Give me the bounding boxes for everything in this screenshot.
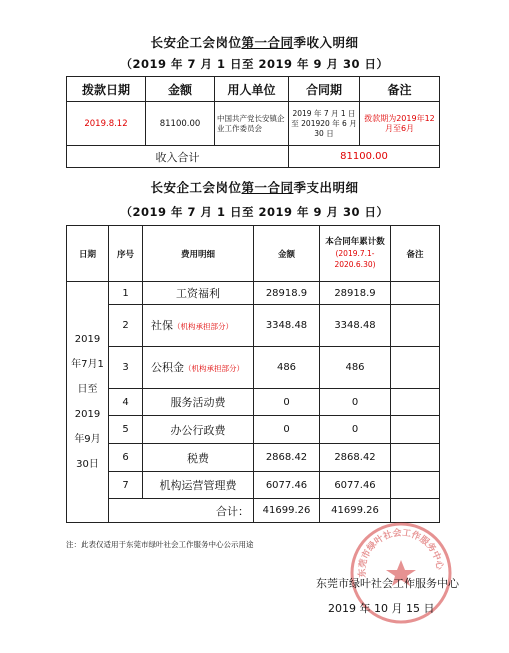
row-note bbox=[391, 472, 440, 499]
row-item-name: 办公行政费 bbox=[170, 423, 226, 437]
row-no: 3 bbox=[109, 347, 143, 389]
table-row bbox=[67, 444, 440, 472]
cumulative-range: (2019.7.1-2020.6.30) bbox=[334, 249, 376, 269]
row-item bbox=[143, 347, 254, 389]
income-table bbox=[66, 76, 440, 168]
row-cumulative: 2868.42 bbox=[320, 444, 391, 472]
expense-title: 长安企工会岗位第一合同季支出明细 bbox=[150, 180, 359, 195]
row-note bbox=[391, 444, 440, 472]
table-row bbox=[67, 347, 440, 389]
income-header-date: 拨款日期 bbox=[67, 77, 146, 102]
row-item bbox=[143, 416, 254, 444]
row-note bbox=[391, 347, 440, 389]
income-contract-period: 2019 年 7 月 1 日至 201920 年 6 月 30 日 bbox=[289, 102, 360, 146]
table-row bbox=[67, 305, 440, 347]
table-row bbox=[67, 472, 440, 499]
row-item bbox=[143, 444, 254, 472]
row-item-name: 机构运营管理费 bbox=[159, 479, 237, 492]
row-cumulative: 486 bbox=[320, 347, 391, 389]
seal-text-path: 东莞市绿叶社会工作服务中心 bbox=[357, 528, 445, 578]
row-item bbox=[143, 472, 254, 499]
income-header-amount: 金额 bbox=[146, 77, 215, 102]
row-amount: 0 bbox=[254, 389, 320, 416]
income-total-label: 收入合计 bbox=[67, 146, 289, 168]
expense-header-note: 备注 bbox=[391, 226, 440, 282]
row-cumulative: 28918.9 bbox=[320, 282, 391, 305]
row-cumulative: 6077.46 bbox=[320, 472, 391, 499]
income-period: （2019 年 7 月 1 日至 2019 年 9 月 30 日） bbox=[120, 57, 389, 71]
row-no: 2 bbox=[109, 305, 143, 347]
income-date: 2019.8.12 bbox=[67, 102, 146, 146]
income-header-period: 合同期 bbox=[289, 77, 360, 102]
row-no: 5 bbox=[109, 416, 143, 444]
table-row bbox=[67, 389, 440, 416]
cumulative-title: 本合同年累计数 bbox=[325, 237, 385, 247]
table-row bbox=[67, 416, 440, 444]
footer-note: 注：此表仅适用于东莞市绿叶社会工作服务中心公示用途 bbox=[66, 540, 254, 549]
expense-total-note bbox=[391, 499, 440, 523]
row-amount: 28918.9 bbox=[254, 282, 320, 305]
row-item-name: 社保 bbox=[151, 318, 173, 332]
row-item-name: 服务活动费 bbox=[170, 396, 226, 409]
row-no: 7 bbox=[109, 472, 143, 499]
expense-total-amount: 41699.26 bbox=[254, 499, 320, 523]
row-item-note: （机构承担部分） bbox=[173, 321, 233, 331]
expense-total-row bbox=[67, 499, 440, 523]
footer-date: 2019 年 10 月 15 日 bbox=[328, 602, 435, 615]
row-no: 1 bbox=[109, 282, 143, 305]
table-row bbox=[67, 282, 440, 305]
row-note bbox=[391, 282, 440, 305]
expense-date-range: 2019年7月1日至2019年9月30日 bbox=[67, 282, 109, 523]
expense-header-amount: 金额 bbox=[254, 226, 320, 282]
income-header-note: 备注 bbox=[360, 77, 440, 102]
row-cumulative: 0 bbox=[320, 416, 391, 444]
row-no: 6 bbox=[109, 444, 143, 472]
row-cumulative: 3348.48 bbox=[320, 305, 391, 347]
income-title: 长安企工会岗位第一合同季收入明细 bbox=[150, 35, 359, 50]
row-no: 4 bbox=[109, 389, 143, 416]
row-item bbox=[143, 305, 254, 347]
row-item-name: 税费 bbox=[187, 451, 209, 465]
row-amount: 486 bbox=[254, 347, 320, 389]
income-total-value: 81100.00 bbox=[289, 146, 440, 168]
row-item bbox=[143, 282, 254, 305]
income-note: 拨款期为2019年12月至6月 bbox=[360, 102, 440, 146]
row-item-name: 工资福利 bbox=[176, 287, 220, 300]
row-cumulative: 0 bbox=[320, 389, 391, 416]
expense-table bbox=[66, 225, 440, 523]
expense-header-no: 序号 bbox=[109, 226, 143, 282]
row-note bbox=[391, 389, 440, 416]
row-item-name: 公积金 bbox=[151, 360, 184, 374]
row-item-note: （机构承担部分） bbox=[184, 363, 244, 373]
income-amount: 81100.00 bbox=[146, 102, 215, 146]
expense-header-cumulative bbox=[320, 226, 391, 282]
row-amount: 2868.42 bbox=[254, 444, 320, 472]
row-item bbox=[143, 389, 254, 416]
row-amount: 6077.46 bbox=[254, 472, 320, 499]
expense-total-cumulative: 41699.26 bbox=[320, 499, 391, 523]
footer-organization: 东莞市绿叶社会工作服务中心 bbox=[316, 577, 459, 590]
row-note bbox=[391, 305, 440, 347]
row-note bbox=[391, 416, 440, 444]
expense-header-date: 日期 bbox=[67, 226, 109, 282]
row-amount: 0 bbox=[254, 416, 320, 444]
income-employer: 中国共产党长安镇企业工作委员会 bbox=[215, 102, 289, 146]
expense-total-label: 合计： bbox=[109, 499, 254, 523]
income-header-employer: 用人单位 bbox=[215, 77, 289, 102]
expense-header-item: 费用明细 bbox=[143, 226, 254, 282]
expense-period: （2019 年 7 月 1 日至 2019 年 9 月 30 日） bbox=[120, 205, 389, 219]
row-amount: 3348.48 bbox=[254, 305, 320, 347]
